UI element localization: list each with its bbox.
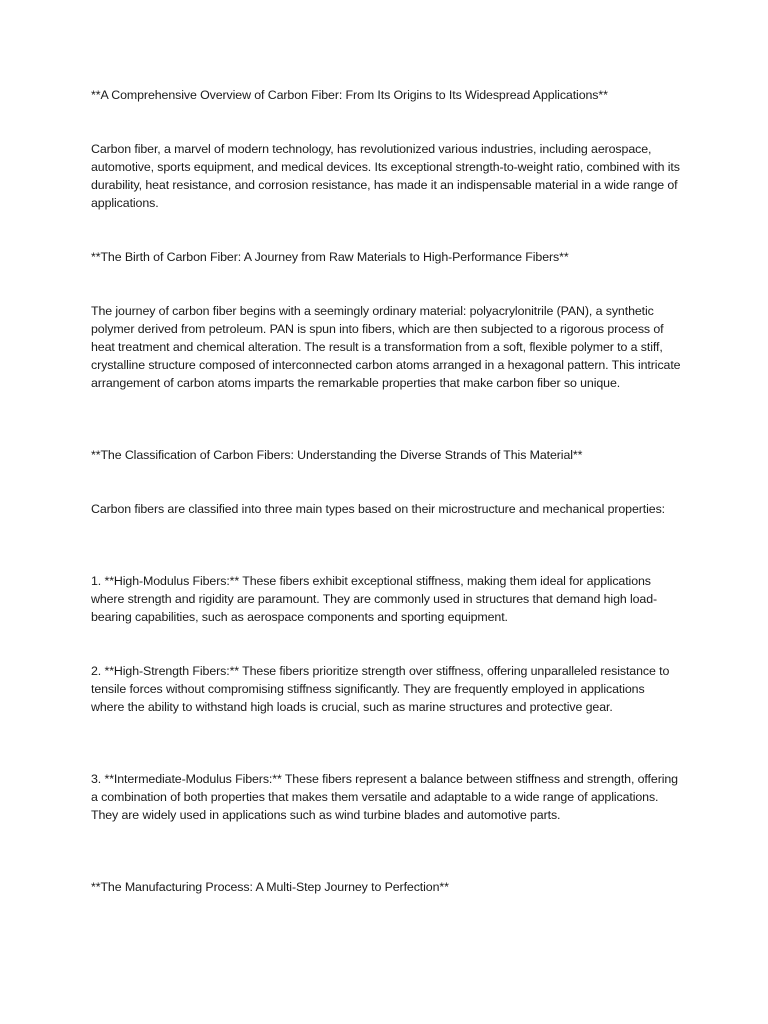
section-heading-birth: **The Birth of Carbon Fiber: A Journey from Raw Materials to High-Performance Fibers**	[91, 250, 569, 264]
birth-paragraph: The journey of carbon fiber begins with a seemingly ordinary material: polyacrylonitrile (PAN), a synthetic polymer derived from petroleum. PAN is spun into fibers, which are then subjected to a rigorous process of heat treatment and chemical alteration. The result is a transformation from a soft, flexible polymer to a stiff, crystalline structure composed of interconnected carbon atoms arranged in a hexagonal pattern. This intricate arrangement of carbon atoms imparts the remarkable properties that make carbon fiber so unique.	[91, 304, 681, 390]
list-item-intermediate-modulus: 3. **Intermediate-Modulus Fibers:** These fibers represent a balance between stiffness and strength, offering a combination of both properties that makes them versatile and adaptable to a wide range of applications. They are widely used in applications such as wind turbine blades and automotive parts.	[91, 772, 678, 822]
document-title: **A Comprehensive Overview of Carbon Fiber: From Its Origins to Its Widespread Applications**	[91, 88, 608, 102]
section-heading-manufacturing: **The Manufacturing Process: A Multi-Step Journey to Perfection**	[91, 880, 449, 894]
list-item-high-modulus: 1. **High-Modulus Fibers:** These fibers exhibit exceptional stiffness, making them ideal for applications where strength and rigidity are paramount. They are commonly used in structures that demand high load-bearing capabilities, such as aerospace components and sporting equipment.	[91, 574, 658, 624]
list-item-high-strength: 2. **High-Strength Fibers:** These fibers prioritize strength over stiffness, offering unparalleled resistance to tensile forces without compromising stiffness significantly. They are frequently employed in applications where the ability to withstand high loads is crucial, such as marine structures and protective gear.	[91, 664, 670, 714]
intro-paragraph: Carbon fiber, a marvel of modern technology, has revolutionized various industries, including aerospace, automotive, sports equipment, and medical devices. Its exceptional strength-to-weight ratio, combined with its durability, heat resistance, and corrosion resistance, has made it an indispensable material in a wide range of applications.	[91, 142, 680, 210]
section-heading-classification: **The Classification of Carbon Fibers: Understanding the Diverse Strands of This Material**	[91, 448, 583, 462]
classification-paragraph: Carbon fibers are classified into three main types based on their microstructure and mechanical properties:	[91, 502, 666, 516]
